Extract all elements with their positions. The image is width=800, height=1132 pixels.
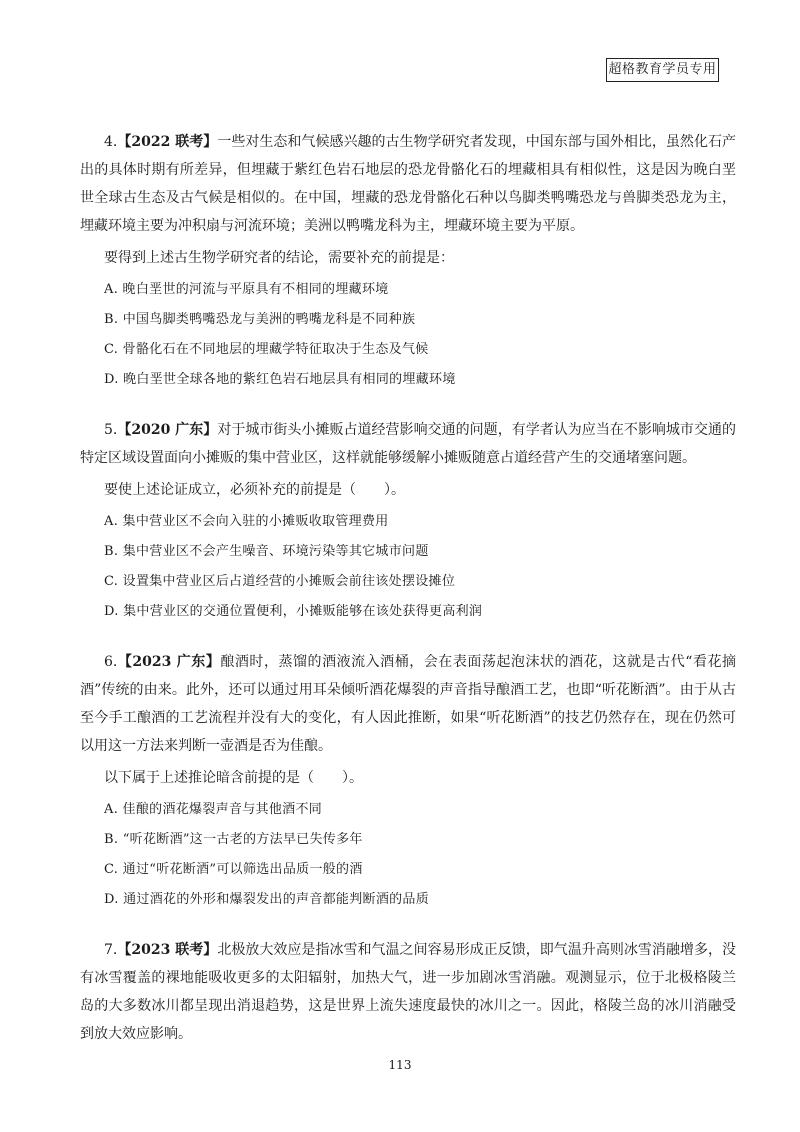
exclusive-badge: 超格教育学员专用 xyxy=(606,58,719,82)
question-prompt: 以下属于上述推论暗含前提的是（ ）。 xyxy=(104,770,363,786)
question-stem xyxy=(80,128,736,240)
question-list xyxy=(80,128,736,1070)
option-d: D. 通过酒花的外形和爆裂发出的声音都能判断酒的品质 xyxy=(104,892,430,907)
option-b: B. 集中营业区不会产生噪音、环境污染等其它城市问题 xyxy=(104,544,429,559)
option-a: A. 集中营业区不会向入驻的小摊贩收取管理费用 xyxy=(104,514,389,529)
question-source-tag: 【2023 广东】 xyxy=(117,654,221,670)
option-b: B. “听花断酒”这一古老的方法早已失传多年 xyxy=(104,832,363,847)
question-stem xyxy=(80,648,736,760)
question-number: 4. xyxy=(104,134,118,150)
question-prompt: 要使上述论证成立，必须补充的前提是（ ）。 xyxy=(104,482,405,498)
option-c: C. 通过“听花断酒”可以筛选出品质一般的酒 xyxy=(104,862,363,877)
option-a: A. 佳酿的酒花爆裂声音与其他酒不同 xyxy=(104,802,323,817)
question-text: 对于城市街头小摊贩占道经营影响交通的问题，有学者认为应当在不影响城市交通的特定区域设置面向小摊贩的集中营业区，这样就能够缓解小摊贩随意占道经营产生的交通堵塞问题。 xyxy=(80,422,736,466)
option-b: B. 中国鸟脚类鸭嘴恐龙与美洲的鸭嘴龙科是不同种族 xyxy=(104,312,416,327)
question-text: 一些对生态和气候感兴趣的古生物学研究者发现，中国东部与国外相比，虽然化石产出的具体时期有所差异，但埋藏于紫红色岩石地层的恐龙骨骼化石的埋藏相具有相似性，这是因为晚白垩世全球古生态及古气候是相似的。在中国，埋藏的恐龙骨骼化石种以鸟脚类鸭嘴恐龙与兽脚类恐龙为主，埋藏环境主要为冲积扇与河流环境；美洲以鸭嘴龙科为主，埋藏环境主要为平原。 xyxy=(80,134,736,234)
question-stem xyxy=(80,416,736,472)
option-c: C. 设置集中营业区后占道经营的小摊贩会前往该处摆设摊位 xyxy=(104,574,456,589)
question-source-tag: 【2022 联考】 xyxy=(117,134,218,150)
question-stem xyxy=(80,936,736,1048)
page-number: 113 xyxy=(388,1058,412,1072)
question-number: 6. xyxy=(104,654,118,670)
question-4 xyxy=(80,128,736,394)
option-a: A. 晚白垩世的河流与平原具有不相同的埋藏环境 xyxy=(104,282,389,297)
question-source-tag: 【2020 广东】 xyxy=(117,422,218,438)
question-text: 北极放大效应是指冰雪和气温之间容易形成正反馈，即气温升高则冰雪消融增多，没有冰雪覆盖的裸地能吸收更多的太阳辐射，加热大气，进一步加剧冰雪消融。观测显示，位于北极格陵兰岛的大多数冰川都呈现出消退趋势，这是世界上流失速度最快的冰川之一。因此，格陵兰岛的冰川消融受到放大效应影响。 xyxy=(80,942,736,1042)
question-6 xyxy=(80,648,736,914)
question-text: 酿酒时，蒸馏的酒液流入酒桶，会在表面荡起泡沫状的酒花，这就是古代“看花摘酒”传统的由来。此外，还可以通过用耳朵倾听酒花爆裂的声音指导酿酒工艺，也即“听花断酒”。由于从古至今手工酿酒的工艺流程并没有大的变化，有人因此推断，如果“听花断酒”的技艺仍然存在，现在仍然可以用这一方法来判断一壶酒是否为佳酿。 xyxy=(80,654,737,754)
question-number: 7. xyxy=(104,942,118,958)
question-5 xyxy=(80,416,736,626)
question-number: 5. xyxy=(104,422,118,438)
option-d: D. 晚白垩世全球各地的紫红色岩石地层具有相同的埋藏环境 xyxy=(104,372,456,387)
option-c: C. 骨骼化石在不同地层的埋藏学特征取决于生态及气候 xyxy=(104,342,429,357)
question-prompt: 要得到上述古生物学研究者的结论，需要补充的前提是： xyxy=(104,250,454,266)
question-source-tag: 【2023 联考】 xyxy=(117,942,218,958)
question-7 xyxy=(80,936,736,1048)
option-d: D. 集中营业区的交通位置便利，小摊贩能够在该处获得更高利润 xyxy=(104,604,483,619)
